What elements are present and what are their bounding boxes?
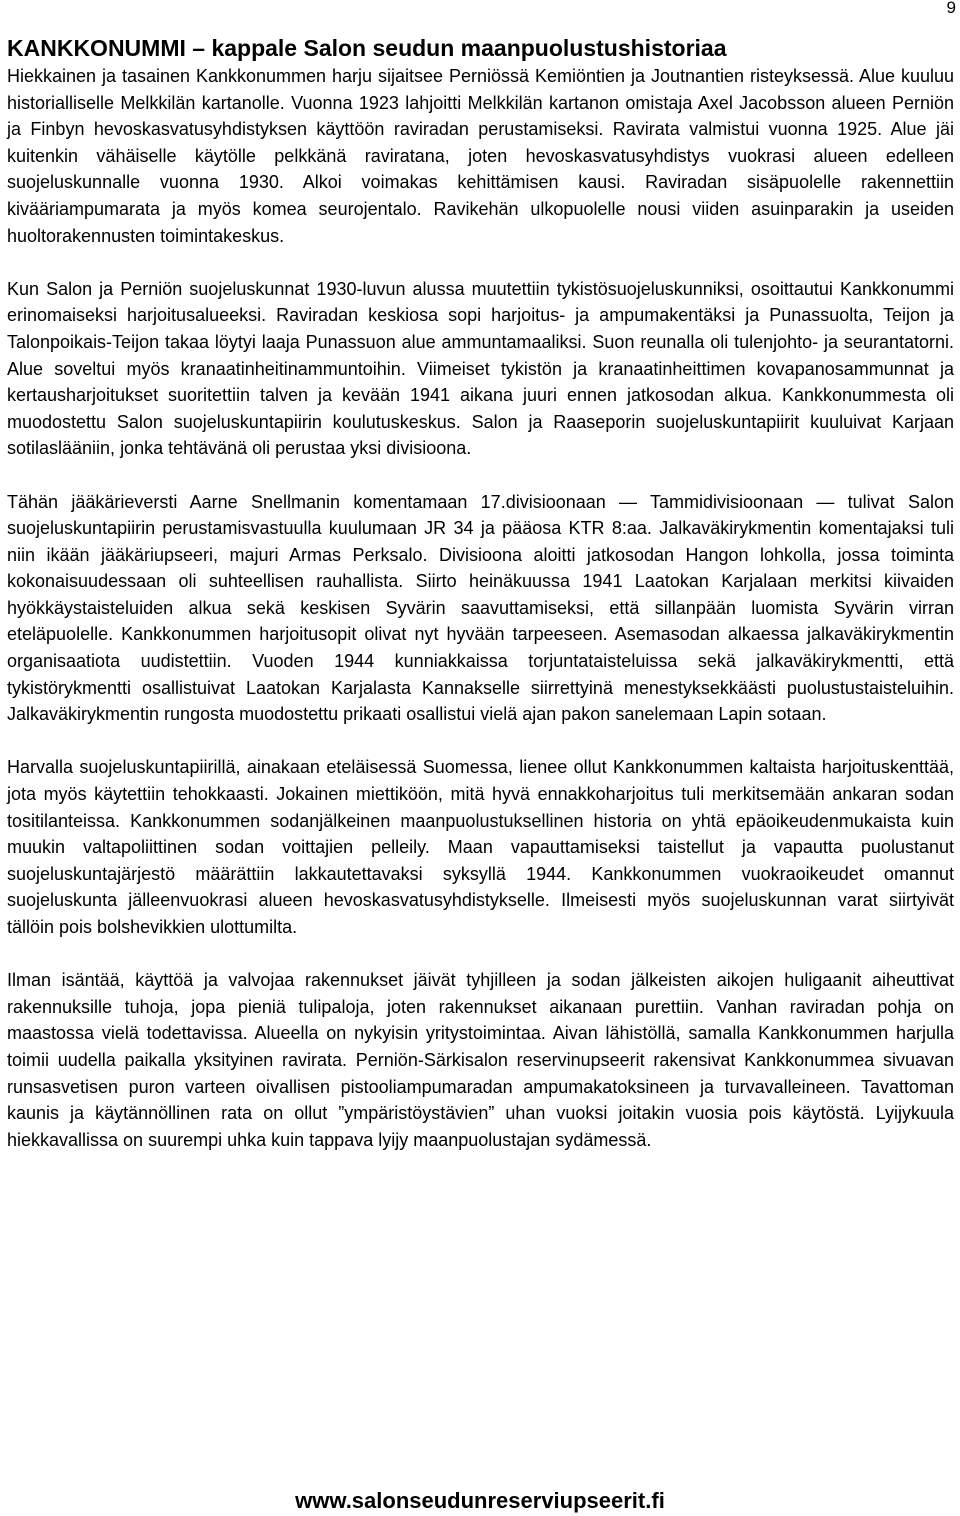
footer-website-link[interactable]: www.salonseudunreserviupseerit.fi: [295, 1488, 665, 1513]
paragraph-2: Kun Salon ja Perniön suojeluskunnat 1930-luvun alussa muutettiin tykistösuojeluskunniksi, osoittautui Kankkonummi erinomaiseksi harjoitusalueeksi. Raviradan keskiosa sopi harjoitus- ja ampumakentäksi ja Punassuolta, Teijon ja Talonpoikais-Teijon takaa löytyi laaja Punassuon alue ammuntamaaliksi. Suon reunalla oli tulenjohto- ja seurantatorni. Alue soveltui myös kranaatinheitinammuntoihin. Viimeiset tykistön ja kranaatinheittimen kovapanosammunnat ja kertausharjoitukset suoritettiin talven ja kevään 1941 aikana juuri ennen jatkosodan alkua. Kankkonummesta oli muodostettu Salon suojeluskuntapiirin koulutuskeskus. Salon ja Raaseporin suojeluskuntapiirit kuuluivat Karjaan sotilaslääniin, jonka tehtävänä oli perustaa yksi divisioona.: [7, 278, 954, 459]
paragraph-1: Hiekkainen ja tasainen Kankkonummen harju sijaitsee Perniössä Kemiöntien ja Joutnantien risteyksessä. Alue kuuluu historialliselle Melkkilän kartanolle. Vuonna 1923 lahjoitti Melkkilän kartanon omistaja Axel Jacobsson alueen Perniön ja Finbyn hevoskasvatusyhdistyksen käyttöön raviradan perustamiseksi. Ravirata valmistui vuonna 1925. Alue jäi kuitenkin vähäiselle käytölle pelkkänä raviratana, joten hevoskasvatusyhdistys vuokrasi alueen edelleen suojeluskunnalle vuonna 1930. Alkoi voimakas kehittämisen kausi. Raviradan sisäpuolelle rakennettiin kivääriampumarata ja myös komea seurojentalo. Ravikehän ulkopuolelle nousi viiden asuinparakin ja useiden huoltorakennusten toimintakeskus.: [7, 66, 954, 246]
page-number: 9: [946, 0, 956, 17]
paragraph-5: Ilman isäntää, käyttöä ja valvojaa rakennukset jäivät tyhjilleen ja sodan jälkeisten aikojen huligaanit aiheuttivat rakennuksille tuhoja, jopa pieniä tulipaloja, joten rakennukset aikanaan purettiin. Vanhan raviradan pohja on maastossa vielä todettavissa. Alueella on nykyisin yritystoimintaa. Aivan lähistöllä, samalla Kankkonummen harjulla toimii uudella paikalla yksityinen ravirata. Perniön-Särkisalon reservinupseerit rakensivat Kankkonummea sivuavan runsasvetisen puron varteen oivallisen pistooliampumaradan ampumakatoksineen ja turvavalleineen. Tavattoman kaunis ja käytännöllinen rata on ollut ”ympäristöystävien” uhan vuoksi joitakin vuosia pois käytöstä. Lyijykuula hiekkavallissa on suurempi uhka kuin tappava lyijy maanpuolustajan sydämessä.: [7, 970, 954, 1150]
paragraph-3: Tähän jääkärieversti Aarne Snellmanin komentamaan 17.divisioonaan — Tammidivisioonaan — tulivat Salon suojeluskuntapiirin perustamisvastuulla kuulumaan JR 34 ja pääosa KTR 8:aa. Jalkaväkirykmentin komentajaksi tuli niin ikään jääkäriupseeri, majuri Armas Perksalo. Divisioona aloitti jatkosodan Hangon lohkolla, jossa toiminta kokonaisuudessaan oli suhteellisen rauhallista. Siirto heinäkuussa 1941 Laatokan Karjalaan merkitsi kiivaiden hyökkäystaisteluiden alkua sekä keskisen Syvärin saavuttamiseksi, että sillanpään luomista Syvärin virran eteläpuolelle. Kankkonummen harjoitusopit olivat nyt hyvään tarpeeseen. Asemasodan alkaessa jalkaväkirykmentin organisaatiota uudistettiin. Vuoden 1944 kunniakkaissa torjuntataisteluissa sekä jalkaväkirykmentti, että tykistörykmentti osallistuivat Laatokan Karjalasta Kannakselle siirrettyinä menestyksekkäästi puolustustaisteluihin. Jalkaväkirykmentin rungosta muodostettu prikaati osallistui vielä ajan pakon sanelemaan Lapin sotaan.: [7, 491, 954, 725]
article: [7, 34, 954, 1153]
paragraph-4: Harvalla suojeluskuntapiirillä, ainakaan eteläisessä Suomessa, lienee ollut Kankkonummen kaltaista harjoituskenttää, jota myös käytettiin tehokkaasti. Jokainen miettiköön, mitä hyvä ennakkoharjoitus tuli merkitsemään ankaran sodan tositilanteissa. Kankkonummen sodanjälkeinen maanpuolustuksellinen historia on yhtä epäoikeudenmukaista kuin muukin valtapoliittinen sodan voittajien pelleily. Maan vapauttamiseksi taistellut ja vapautta puolustanut suojeluskuntajärjestö määrättiin lakkautettavaksi syksyllä 1944. Kankkonummen vuokraoikeudet omannut suojeluskunta jälleenvuokrasi alueen hevoskasvatusyhdistykselle. Ilmeisesti myös suojeluskunnan varat siirtyivät tällöin pois bolshevikkien ulottumilta.: [7, 757, 954, 937]
article-title: KANKKONUMMI – kappale Salon seudun maanpuolustushistoriaa: [7, 35, 727, 61]
